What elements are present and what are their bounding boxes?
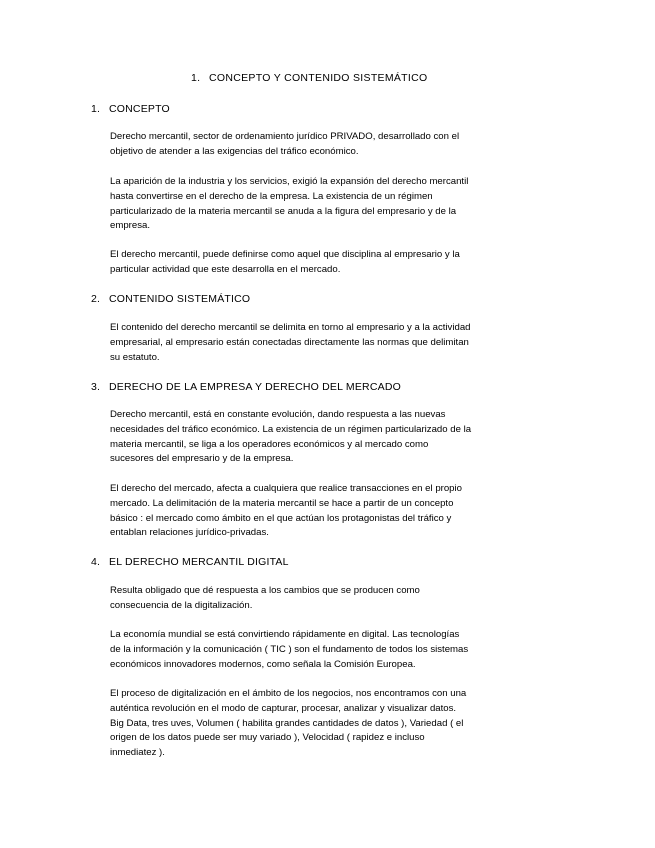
paragraph-line: origen de los datos puede ser muy variado ), Velocidad ( rapidez e incluso	[110, 732, 425, 744]
paragraph-line: particular actividad que este desarrolla en el mercado.	[110, 263, 341, 275]
paragraph	[110, 482, 540, 541]
paragraph-line: El proceso de digitalización en el ámbito de los negocios, nos encontramos con una	[110, 688, 467, 699]
paragraph-line: necesidades del tráfico económico. La existencia de un régimen particularizado de la	[110, 423, 472, 435]
section-number: 4.	[91, 556, 101, 568]
paragraph-line: entablan relaciones jurídico-privadas.	[110, 527, 269, 539]
paragraph	[110, 248, 540, 278]
paragraph-line: Derecho mercantil, está en constante evolución, dando respuesta a las nuevas	[110, 409, 446, 420]
paragraph	[110, 687, 540, 761]
paragraph-line: Big Data, tres uves, Volumen ( habilita grandes cantidades de datos ), Variedad ( el	[110, 717, 464, 729]
paragraph-line: empresa.	[110, 220, 150, 232]
section-heading-contenido	[91, 293, 250, 305]
section-title: DERECHO DE LA EMPRESA Y DERECHO DEL MERCADO	[109, 381, 401, 393]
paragraph-line: El contenido del derecho mercantil se delimita en torno al empresario y a la actividad	[110, 322, 471, 333]
section-title: CONCEPTO	[109, 103, 170, 115]
paragraph-line: básico : el mercado como ámbito en el que actúan los protagonistas del tráfico y	[110, 512, 452, 524]
paragraph	[110, 408, 540, 467]
paragraph-line: El derecho mercantil, puede definirse como aquel que disciplina al empresario y la	[110, 249, 460, 260]
paragraph-line: La economía mundial se está convirtiendo rápidamente en digital. Las tecnologías	[110, 629, 460, 640]
section-title: EL DERECHO MERCANTIL DIGITAL	[109, 556, 289, 568]
paragraph	[110, 584, 540, 614]
document-title	[191, 72, 427, 84]
title-text: CONCEPTO Y CONTENIDO SISTEMÁTICO	[209, 72, 428, 84]
paragraph-line: particularizado de la materia mercantil se anuda a la figura del empresario y de la	[110, 205, 457, 217]
paragraph-line: consecuencia de la digitalización.	[110, 599, 253, 611]
paragraph-line: materia mercantil, se liga a los operadores económicos y al mercado como	[110, 438, 429, 450]
section-number: 2.	[91, 293, 101, 305]
paragraph-line: hasta convertirse en el derecho de la empresa. La existencia de un régimen	[110, 190, 433, 202]
paragraph	[110, 321, 540, 365]
paragraph-line: empresarial, al empresario están conectadas directamente las normas que delimitan	[110, 336, 469, 348]
paragraph-line: su estatuto.	[110, 351, 160, 363]
title-number: 1.	[191, 72, 201, 84]
paragraph-line: inmediatez ).	[110, 747, 165, 759]
paragraph-line: económicos innovadores modernos, como señala la Comisión Europea.	[110, 658, 416, 670]
paragraph-line: de la información y la comunicación ( TIC ) son el fundamento de todos los sistemas	[110, 643, 469, 655]
section-number: 1.	[91, 103, 101, 115]
section-heading-mercantil-digital	[91, 556, 289, 568]
paragraph-line: La aparición de la industria y los servicios, exigió la expansión del derecho mercantil	[110, 176, 469, 187]
section-title: CONTENIDO SISTEMÁTICO	[109, 293, 251, 305]
paragraph	[110, 175, 540, 234]
paragraph-line: Resulta obligado que dé respuesta a los cambios que se producen como	[110, 585, 420, 596]
paragraph	[110, 628, 540, 672]
paragraph-line: objetivo de atender a las exigencias del tráfico económico.	[110, 145, 359, 157]
section-number: 3.	[91, 381, 101, 393]
paragraph-line: sucesores del empresario y de la empresa.	[110, 453, 294, 465]
section-heading-concepto	[91, 103, 170, 115]
paragraph	[110, 130, 540, 160]
section-heading-empresa-mercado	[91, 381, 401, 393]
paragraph-line: Derecho mercantil, sector de ordenamiento jurídico PRIVADO, desarrollado con el	[110, 131, 460, 142]
paragraph-line: mercado. La delimitación de la materia mercantil se hace a partir de un concepto	[110, 497, 454, 509]
paragraph-line: auténtica revolución en el modo de capturar, procesar, analizar y visualizar datos.	[110, 702, 457, 714]
paragraph-line: El derecho del mercado, afecta a cualquiera que realice transacciones en el propio	[110, 483, 462, 494]
